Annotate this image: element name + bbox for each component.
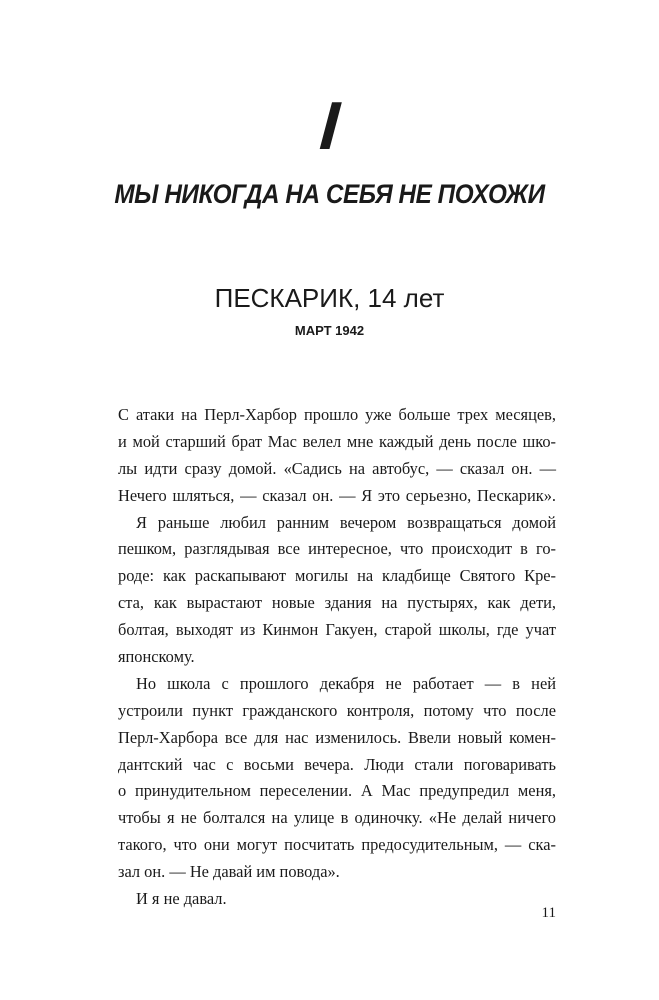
text-line: болтая, выходят из Кинмон Гакуен, старой школы, где учат: [118, 620, 556, 640]
text-line: и мой старший брат Мас велел мне каждый день после шко-: [118, 431, 556, 451]
paragraph: [118, 510, 556, 671]
part-title: МЫ НИКОГДА НА СЕБЯ НЕ ПОХОЖИ: [114, 179, 545, 209]
text-line: чтобы я не болтался на улице в одиночку. «Не делай ничего: [118, 808, 556, 828]
part-number: I: [317, 88, 342, 164]
text-line: И я не давал.: [136, 889, 227, 909]
text-line: Перл-Харбора все для нас изменилось. Ввели новый комен-: [118, 727, 556, 747]
paragraph: [118, 402, 556, 510]
text-line: Нечего шляться, — сказал он. — Я это серьезно, Пескарик».: [118, 485, 556, 505]
chapter-date: МАРТ 1942: [294, 323, 365, 338]
paragraph: [118, 671, 556, 886]
chapter-title: ПЕСКАРИК, 14 лет: [214, 283, 445, 313]
text-line: зал он. — Не давай им повода».: [118, 862, 340, 882]
paragraph: [118, 886, 556, 913]
page-number: 11: [541, 905, 556, 921]
text-line: лы идти сразу домой. «Садись на автобус, — сказал он. —: [118, 458, 556, 478]
text-line: роде: как раскапывают могилы на кладбище Святого Кре-: [118, 566, 556, 586]
text-line: дантский час с восьми вечера. Люди стали поговаривать: [118, 754, 556, 774]
text-line: такого, что они могут посчитать предосудительным, — ска-: [118, 835, 556, 855]
text-line: о принудительном переселении. А Мас предупредил меня,: [118, 781, 556, 801]
text-line: пешком, разглядывая все интересное, что происходит в го-: [118, 539, 556, 559]
text-line: Я раньше любил ранним вечером возвращаться домой: [136, 512, 556, 532]
text-line: Но школа с прошлого декабря не работает — в ней: [136, 673, 556, 693]
body-text: [118, 402, 556, 913]
text-line: японскому.: [118, 647, 195, 667]
text-line: устроили пункт гражданского контроля, потому что после: [118, 700, 556, 720]
text-line: ста, как вырастают новые здания на пустырях, как дети,: [118, 593, 556, 613]
text-line: С атаки на Перл-Харбор прошло уже больше трех месяцев,: [118, 405, 556, 424]
